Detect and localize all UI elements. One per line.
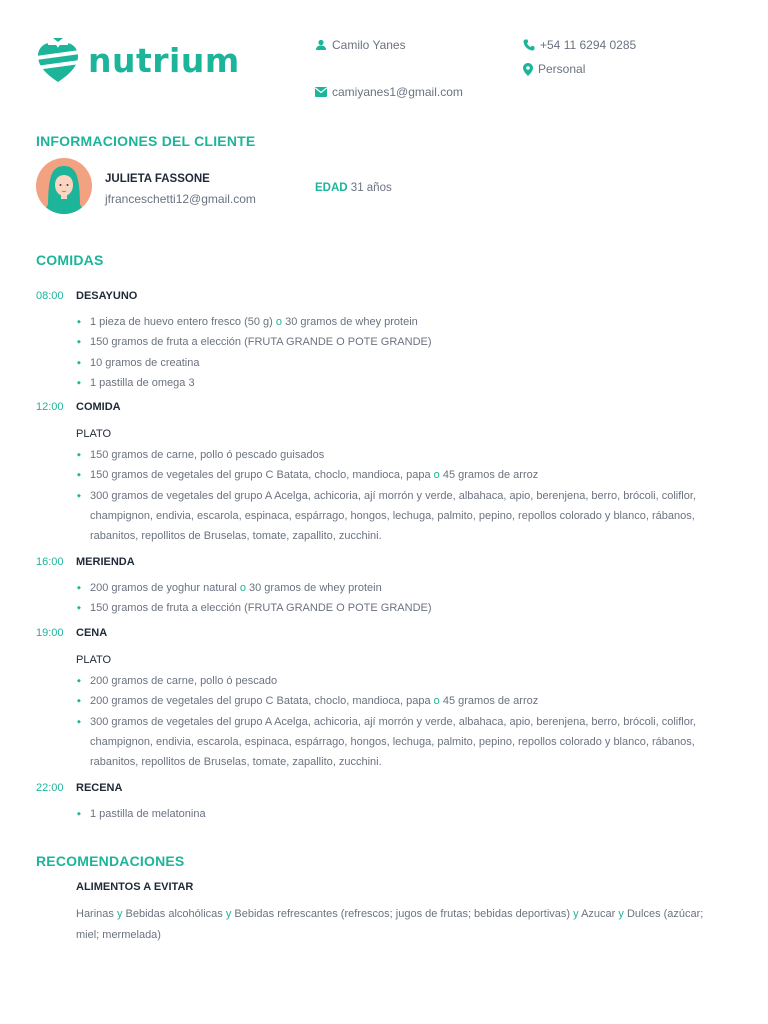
list-item: ◆ 1 pastilla de melatonina [90,804,736,824]
brand-logo [36,36,240,84]
meal-time: 12:00 [36,401,64,413]
brand-name: nutrium [88,40,240,80]
meal-snack [36,556,736,619]
meal-subheading: PLATO [76,654,112,666]
envelope-icon [315,87,327,97]
client-name: JULIETA FASSONE [105,173,210,185]
meal-name: DESAYUNO [76,290,138,302]
phone-icon [523,39,535,51]
contact-email-text: camiyanes1@gmail.com [332,85,463,99]
meal-time: 19:00 [36,627,64,639]
list-item: ◆ 300 gramos de vegetales del grupo A Acelga, achicoria, ají morrón y verde, albahaca, apio, berenjena, berro, brócoli, coliflor, champignon, endivia, escarola, espinaca, espárrago, hongos, lechuga, palmito, pepino, repollos colorado y blanco, rábanos, rabanitos, repollitos de Bruselas, tomate, zapallito, zucchini. [90,486,736,547]
meal-lunch [36,401,736,546]
meal-name: CENA [76,627,108,639]
client-age [315,182,392,194]
client-age-value: 31 años [350,182,392,194]
meal-dinner [36,627,736,772]
list-item: ◆ 200 gramos de yoghur natural o 30 gramos de whey protein [90,578,736,598]
list-item: ◆ 10 gramos de creatina [90,353,736,373]
avatar [36,158,92,219]
meal-breakfast [36,290,736,393]
list-item: ◆ 300 gramos de vegetales del grupo A Acelga, achicoria, ají morrón y verde, albahaca, apio, berenjena, berro, brócoli, coliflor, champignon, endivia, escarola, espinaca, espárrago, hongos, lechuga, palmito, pepino, repollos colorado y blanco, rábanos, rabanitos, repollitos de Bruselas, tomate, zapallito, zucchini. [90,712,736,773]
location-pin-icon [523,63,533,76]
client-age-label: EDAD [315,182,348,194]
meal-name: RECENA [76,782,123,794]
meal-name: COMIDA [76,401,121,413]
list-item: ◆ 150 gramos de vegetales del grupo C Batata, choclo, mandioca, papa o 45 gramos de arroz [90,465,736,485]
contact-name-text: Camilo Yanes [332,38,406,52]
contact-type [523,62,585,76]
contact-email [315,85,463,99]
contact-type-text: Personal [538,62,586,76]
list-item: ◆ 150 gramos de carne, pollo ó pescado guisados [90,445,736,465]
recommendations-subheading: ALIMENTOS A EVITAR [76,881,194,893]
list-item: ◆ 150 gramos de fruta a elección (FRUTA GRANDE O POTE GRANDE) [90,332,736,352]
client-section-title: INFORMACIONES DEL CLIENTE [36,133,256,149]
contact-name [315,38,406,52]
list-item: ◆ 1 pastilla de omega 3 [90,373,736,393]
list-item: ◆ 200 gramos de vegetales del grupo C Batata, choclo, mandioca, papa o 45 gramos de arroz [90,691,736,711]
meals-section-title: COMIDAS [36,252,104,268]
contact-phone [523,38,636,52]
meal-subheading: PLATO [76,428,112,440]
meal-late [36,782,736,824]
client-email: jfranceschetti12@gmail.com [105,192,256,206]
meal-time: 22:00 [36,782,64,794]
meal-time: 16:00 [36,556,64,568]
list-item: ◆ 200 gramos de carne, pollo ó pescado [90,671,736,691]
avatar-icon [36,158,92,214]
meal-time: 08:00 [36,290,64,302]
person-icon [315,39,327,51]
recommendations-section-title: RECOMENDACIONES [36,853,185,869]
heart-logo-icon [36,36,80,84]
foods-to-avoid-text: Harinas y Bebidas alcohólicas y Bebidas refrescantes (refrescos; jugos de frutas; bebidas deportivas) y Azucar y Dulces (azúcar; miel; mermelada) [76,908,704,941]
contact-phone-text: +54 11 6294 0285 [540,38,637,52]
list-item: ◆ 1 pieza de huevo entero fresco (50 g) o 30 gramos de whey protein [90,312,736,332]
list-item: ◆ 150 gramos de fruta a elección (FRUTA GRANDE O POTE GRANDE) [90,598,736,618]
meal-name: MERIENDA [76,556,135,568]
